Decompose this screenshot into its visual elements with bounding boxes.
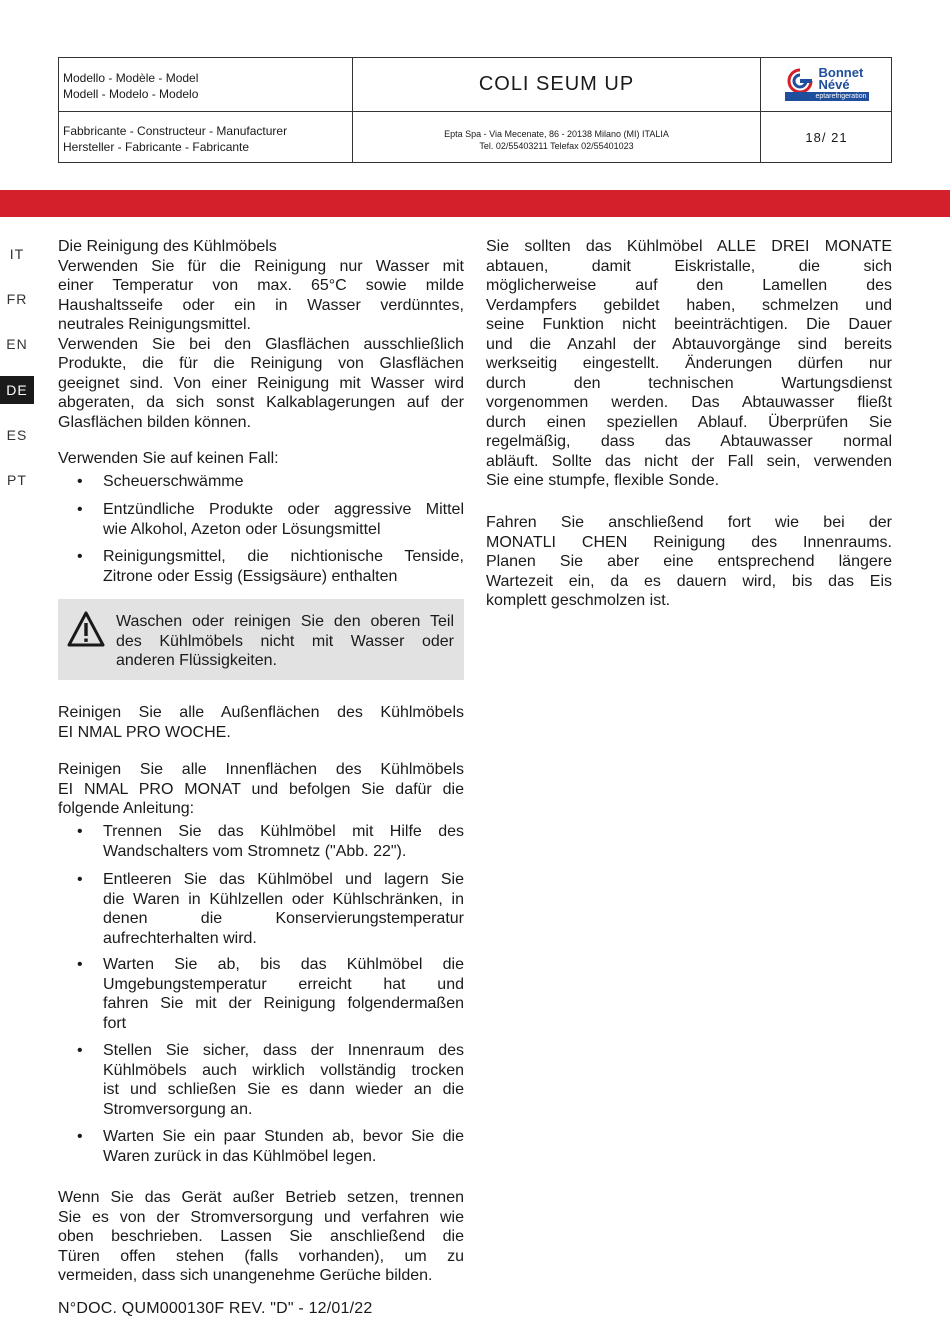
text-line: Reinigen Sie alle Außenflächen des Kühlmöbels — [58, 704, 464, 721]
text-line: Umgebungstemperatur erreicht hat und — [103, 975, 464, 993]
text-line: Fahren Sie anschließend fort wie bei der — [486, 514, 892, 531]
lang-tab-fr[interactable]: FR — [6, 291, 28, 307]
lang-tab-de[interactable]: DE — [0, 376, 34, 404]
text-line: Waren zurück in das Kühlmöbel legen. — [103, 1147, 377, 1165]
text-line: Wartezeit ein, da es dauern wird, bis das Eis — [486, 572, 892, 590]
text-line: vorgenommen werden. Das Abtauwasser fließt — [486, 394, 892, 411]
text-line: Entzündliche Produkte oder aggressive Mittel — [103, 501, 464, 518]
text-line: Trennen Sie das Kühlmöbel mit Hilfe des — [103, 823, 464, 840]
text-line: Produkte, die für die Reinigung von Glasflächen — [58, 355, 464, 372]
model-label — [59, 58, 353, 112]
warning-box — [58, 599, 464, 680]
text-line: Stromversorgung an. — [103, 1100, 253, 1118]
text-line: Wenn Sie das Gerät außer Betrieb setzen, trennen — [58, 1189, 464, 1206]
lang-tab-it[interactable]: IT — [9, 246, 25, 262]
text-line: abläuft. Sollte das nicht der Fall sein, verwenden — [486, 452, 892, 470]
text-line: Wandschalters vom Stromnetz ("Abb. 22"). — [103, 842, 407, 860]
text-line: neutrales Reinigungsmittel. — [58, 316, 251, 333]
list-item: • Warten Sie ab, bis das Kühlmöbel die Umgebungstemperatur erreicht hat und fahren Sie mit der Reinigung folgendermaßen fort — [77, 956, 464, 1032]
text-line: Reinigen Sie alle Innenflächen des Kühlmöbels — [58, 761, 464, 778]
manufacturer-label-line2: Hersteller - Fabricante - Fabricante — [63, 140, 250, 154]
document-number: N°DOC. QUM000130F REV. "D" - 12/01/22 — [58, 1300, 373, 1317]
text-line: Zitrone oder Essig (Essigsäure) enthalten — [103, 567, 398, 585]
text-line: Warten Sie ein paar Stunden ab, bevor Sie die — [103, 1128, 464, 1145]
intro-paragraph — [58, 237, 464, 432]
lang-tab-pt[interactable]: PT — [7, 472, 27, 488]
text-line: Planen Sie aber eine entsprechend längere — [486, 553, 892, 570]
text-line: abtauen, damit Eiskristalle, die sich — [486, 257, 892, 275]
manufacturer-label — [59, 112, 353, 163]
text-line: Verdampfers gebildet haben, schmelzen und — [486, 296, 892, 314]
model-label-line2: Modell - Modelo - Modelo — [63, 87, 199, 101]
manufacturer-label-line1: Fabbricante - Constructeur - Manufacturer — [63, 124, 288, 138]
text-line: Kühlmöbels auch wirklich vollständig trocken — [103, 1061, 464, 1079]
text-line: geeignet sind. Von einer Reinigung mit Wasser wird — [58, 374, 464, 392]
text-line: EI NMAL PRO WOCHE. — [58, 723, 231, 741]
text-line: und die Anzahl der Abtauvorgänge sind bereits — [486, 335, 892, 353]
defrost-paragraph — [486, 237, 892, 491]
text-line: oben beschrieben. Lassen Sie anschließend die — [58, 1228, 464, 1245]
text-line: durch einen speziellen Ablauf. Überprüfen Sie — [486, 413, 892, 431]
text-line: Stellen Sie sicher, dass der Innenraum des — [103, 1042, 464, 1059]
continue-paragraph — [486, 513, 892, 611]
text-line: werkseitig eingestellt. Änderungen dürfen nur — [486, 355, 892, 372]
text-line: wie Alkohol, Azeton oder Lösungsmittel — [103, 520, 381, 538]
model-label-line1: Modello - Modèle - Model — [63, 71, 199, 85]
list-item: • Reinigungsmittel, die nichtionische Tenside, Zitrone oder Essig (Essigsäure) enthalten — [77, 548, 464, 585]
page-number: 18/ 21 — [805, 130, 848, 145]
logo-text-bonnet: Bonnet — [818, 64, 864, 80]
logo-text-neve: Névé — [818, 76, 850, 92]
model-name: COLI SEUM UP — [353, 58, 761, 112]
text-line: denen die Konservierungstemperatur — [103, 910, 464, 927]
list-item: • Scheuerschwämme — [103, 472, 464, 492]
manufacturer-address — [353, 112, 761, 163]
list-item: • Stellen Sie sicher, dass der Innenraum des Kühlmöbels auch wirklich vollständig trocken ist und schließen Sie es dann wieder an die Stromversorgung an. — [77, 1042, 464, 1118]
text-line: folgende Anleitung: — [58, 800, 195, 817]
text-line: durch den technischen Wartungsdienst — [486, 374, 892, 392]
address-line2: Tel. 02/55403211 Telefax 02/55401023 — [479, 141, 634, 151]
text-line: vermeiden, dass sich unangenehme Gerüche bilden. — [58, 1267, 433, 1284]
header-table — [58, 57, 892, 163]
text-line: Warten Sie ab, bis das Kühlmöbel die — [103, 956, 464, 973]
text-line: Haushaltsseife oder ein in Wasser verdünntes, — [58, 296, 464, 314]
never-heading — [58, 449, 464, 469]
text-line: Sie sollten das Kühlmöbel ALLE DREI MONATE — [486, 238, 892, 255]
weekly-paragraph — [58, 703, 464, 742]
lang-tab-es[interactable]: ES — [6, 427, 28, 443]
text-line: einer Temperatur von max. 65°C sowie milde — [58, 277, 464, 294]
logo-swirl-icon — [785, 68, 815, 94]
text-line: Reinigungsmittel, die nichtionische Tenside, — [103, 548, 464, 565]
text-line: Verwenden Sie auf keinen Fall: — [58, 450, 279, 467]
list-item: • Warten Sie ein paar Stunden ab, bevor Sie die Waren zurück in das Kühlmöbel legen. — [77, 1128, 464, 1165]
text-line: EI NMAL PRO MONAT und befolgen Sie dafür die — [58, 780, 464, 798]
brand-logo — [761, 58, 892, 112]
text-line: fahren Sie mit der Reinigung folgendermaßen — [103, 995, 464, 1012]
list-item: • Entleeren Sie das Kühlmöbel und lagern Sie die Waren in Kühlzellen oder Kühlschränken, in denen die Konservierungstemperatur aufrechterhalten wird. — [77, 871, 464, 947]
text-line: abgeraten, da sich sonst Kalkablagerungen auf der — [58, 394, 464, 411]
text-line: fort — [103, 1014, 127, 1032]
text-line: Türen offen stehen (falls vorhanden), um zu — [58, 1247, 464, 1265]
text-line: Verwenden Sie für die Reinigung nur Wasser mit — [58, 257, 464, 275]
text-line: Sie eine stumpfe, flexible Sonde. — [486, 472, 720, 489]
address-line1: Epta Spa - Via Mecenate, 86 - 20138 Milano (MI) ITALIA — [444, 129, 669, 139]
warning-triangle-icon — [66, 610, 106, 648]
text-line: Scheuerschwämme — [103, 473, 244, 490]
text-line: Sie es von der Stromversorgung und verfahren wie — [58, 1208, 464, 1226]
text-line: seine Funktion nicht beeinträchtigen. Die Dauer — [486, 316, 892, 333]
section-heading: Die Reinigung des Kühlmöbels — [58, 238, 277, 255]
text-line: des Kühlmöbels nicht mit Wasser oder — [116, 632, 454, 650]
text-line: anderen Flüssigkeiten. — [116, 652, 277, 669]
text-line: möglicherweise auf den Lamellen des — [486, 277, 892, 294]
red-band — [0, 190, 950, 217]
text-line: aufrechterhalten wird. — [103, 929, 257, 947]
text-line: regelmäßig, dass das Abtauwasser normal — [486, 433, 892, 450]
text-line: Verwenden Sie bei den Glasflächen ausschließlich — [58, 335, 464, 353]
text-line: ist und schließen Sie es dann wieder an die — [103, 1081, 464, 1098]
logo-text-epta: eptarefrigeration — [785, 92, 869, 101]
list-item: • Trennen Sie das Kühlmöbel mit Hilfe des Wandschalters vom Stromnetz ("Abb. 22"). — [77, 823, 464, 860]
text-line: MONATLI CHEN Reinigung des Innenraums. — [486, 533, 892, 551]
text-line: komplett geschmolzen ist. — [486, 592, 671, 609]
out-of-service-paragraph — [58, 1188, 464, 1286]
list-item: • Entzündliche Produkte oder aggressive Mittel wie Alkohol, Azeton oder Lösungsmittel — [77, 501, 464, 538]
text-line: die Waren in Kühlzellen oder Kühlschränken, in — [103, 890, 464, 908]
text-line: Waschen oder reinigen Sie den oberen Teil — [116, 613, 454, 630]
monthly-paragraph — [58, 760, 464, 819]
text-line: Entleeren Sie das Kühlmöbel und lagern Sie — [103, 871, 464, 888]
lang-tab-en[interactable]: EN — [6, 336, 28, 352]
text-line: Glasflächen bilden können. — [58, 413, 252, 431]
